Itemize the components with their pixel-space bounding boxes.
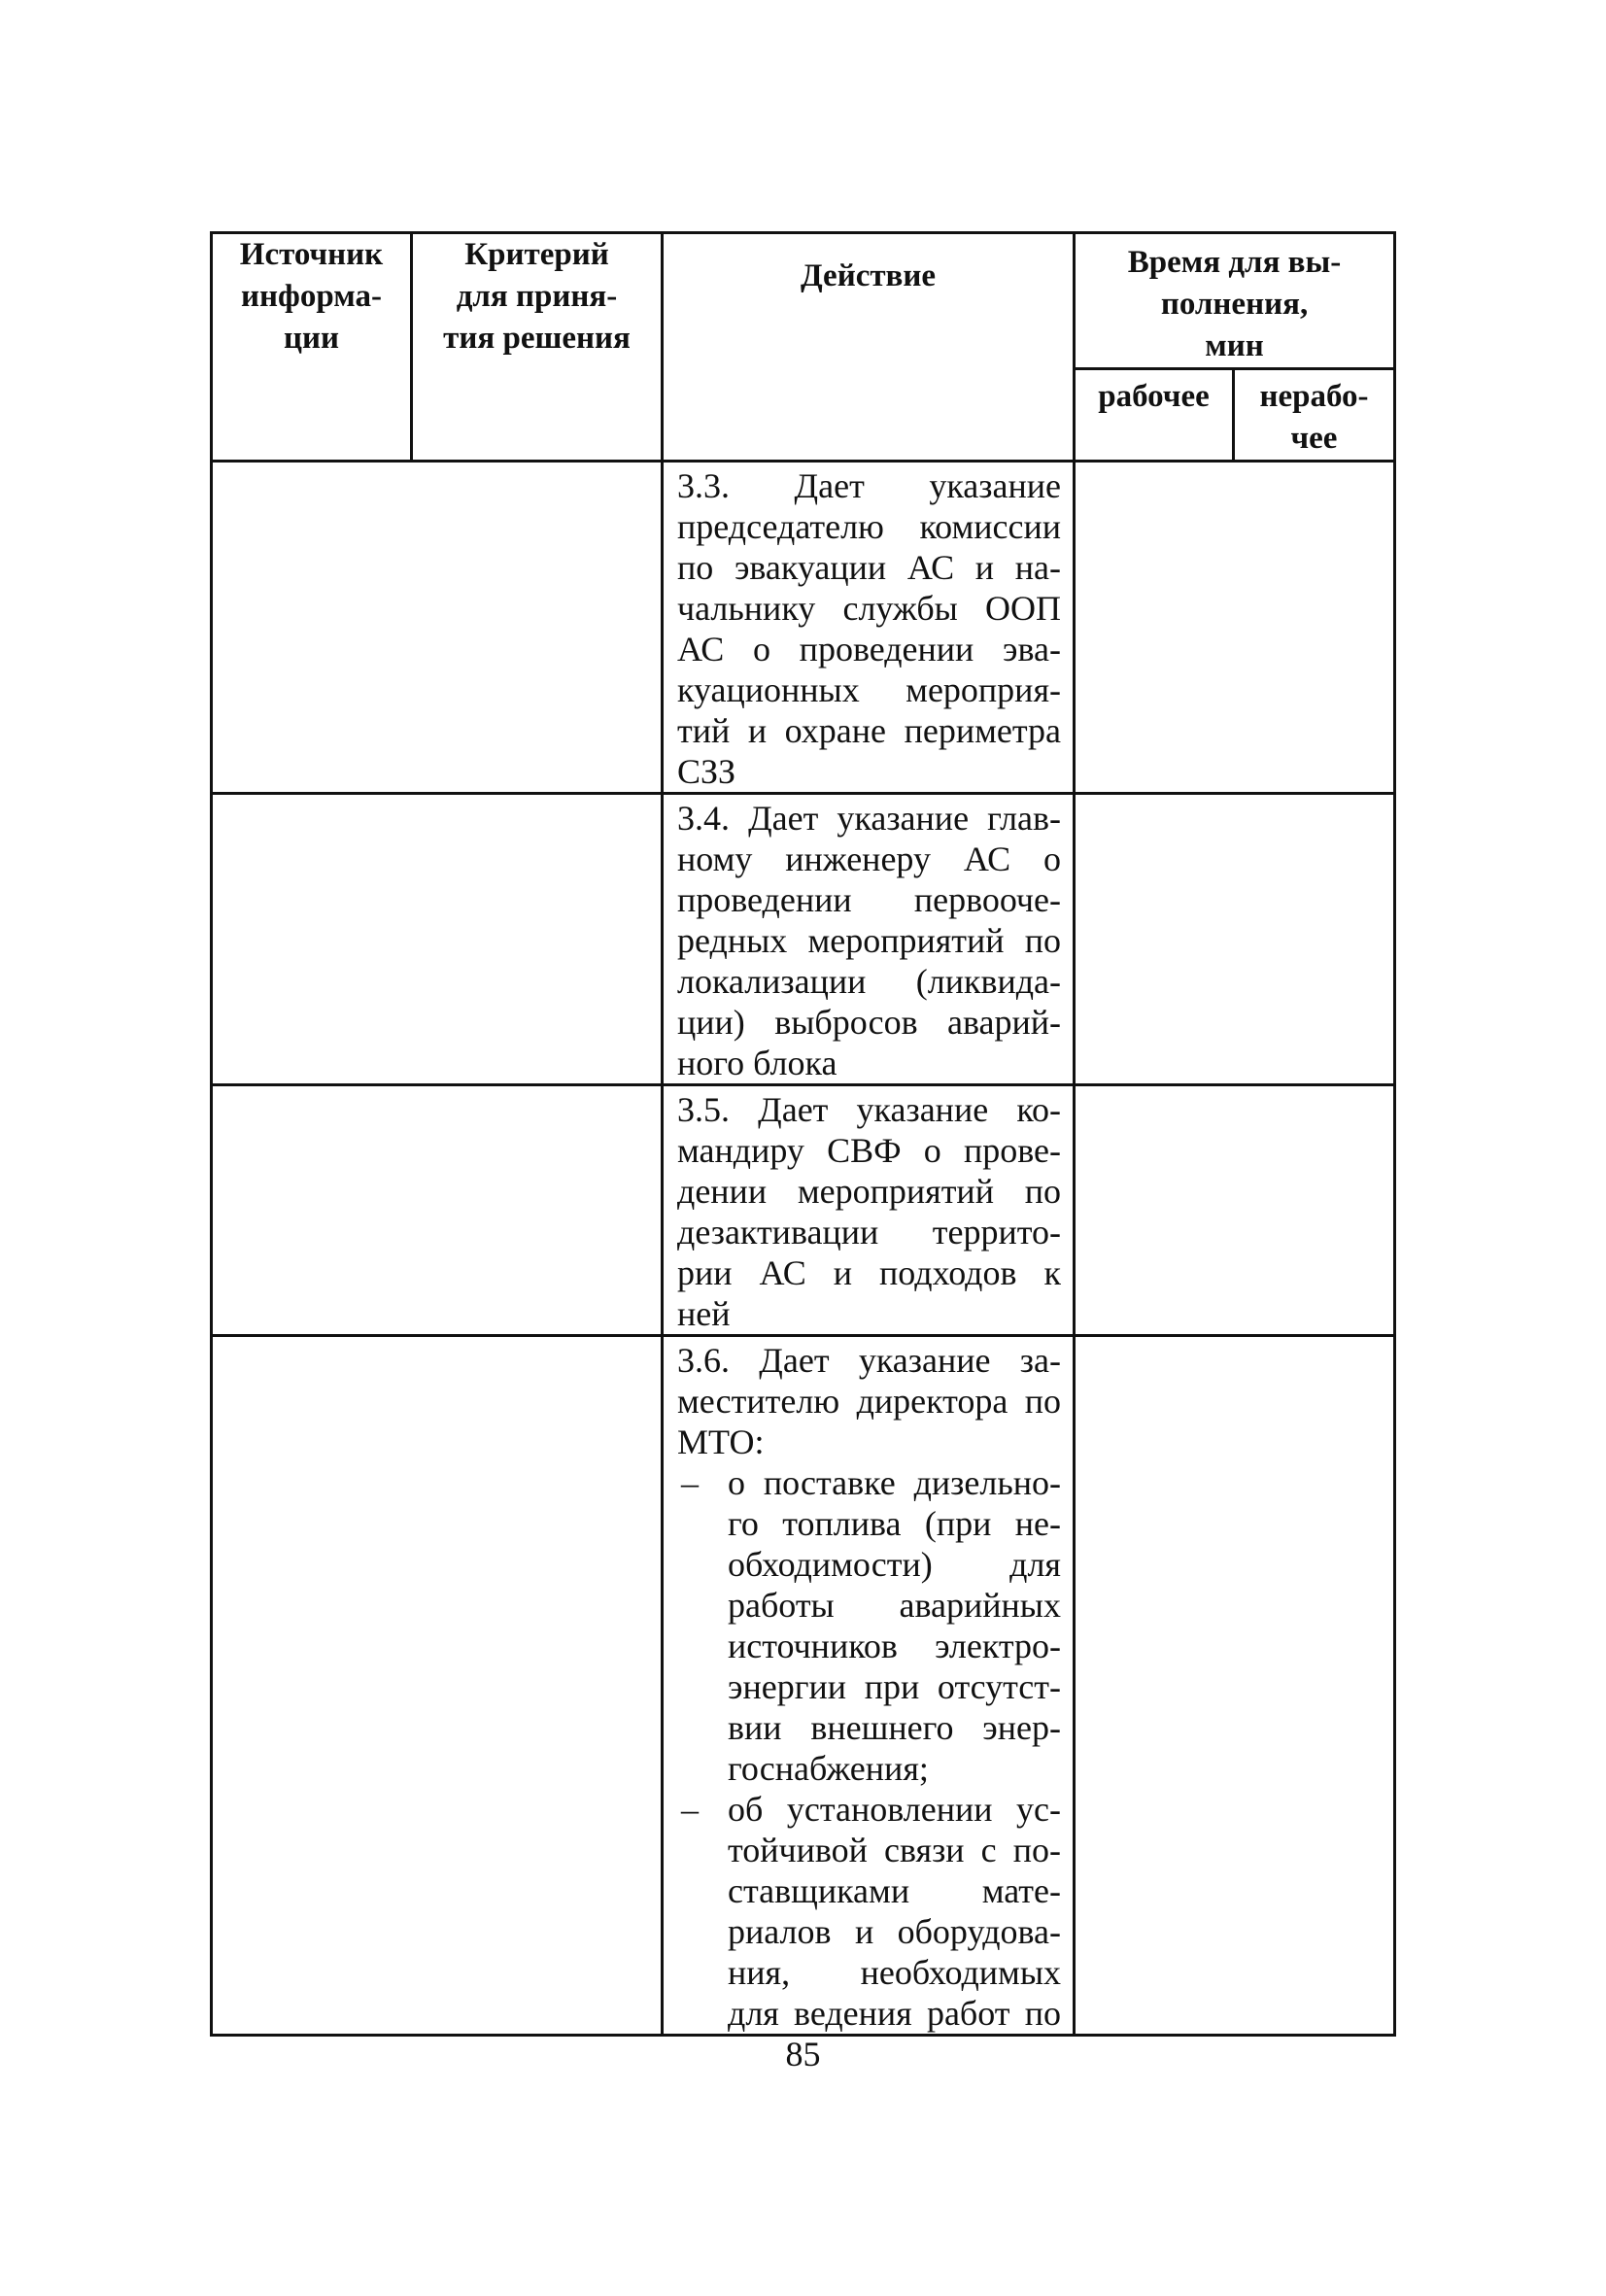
header-nonworking	[1234, 369, 1395, 462]
header-line: нерабо-	[1259, 379, 1369, 414]
header-source	[212, 233, 412, 462]
list-item-line: тойчивой связи с по-	[728, 1831, 1061, 1869]
header-criterion	[412, 233, 663, 462]
list-item-line: работы аварийных	[728, 1586, 1061, 1625]
text-line: 3.5. Дает указание ко-	[677, 1090, 1061, 1129]
header-line: ции	[283, 321, 340, 356]
text-line: СЗЗ	[677, 752, 736, 791]
empty-cell	[212, 1085, 663, 1336]
empty-cell	[1075, 794, 1395, 1085]
empty-cell	[1075, 1336, 1395, 2036]
document-table	[210, 231, 1396, 2037]
header-working: рабочее	[1075, 369, 1234, 462]
empty-cell	[1075, 462, 1395, 794]
text-line: председателю комиссии	[677, 507, 1061, 546]
text-line: дении мероприятий по	[677, 1172, 1061, 1211]
table-row	[212, 1336, 1395, 2036]
text-line: ции) выбросов аварий-	[677, 1003, 1061, 1042]
header-action: Действие	[663, 233, 1075, 462]
text-line: рии АС и подходов к	[677, 1253, 1061, 1292]
empty-cell	[212, 462, 663, 794]
text-line: проведении первооче-	[677, 880, 1061, 919]
list-item-line: обходимости) для	[728, 1545, 1061, 1584]
empty-cell	[212, 1336, 663, 2036]
table-row	[212, 462, 1395, 794]
header-line: тия решения	[443, 321, 631, 356]
table-row	[212, 1085, 1395, 1336]
header-line: Время для вы-	[1127, 245, 1342, 280]
text-line: ному инженеру АС о	[677, 840, 1061, 878]
header-line: полнения,	[1160, 287, 1309, 322]
empty-cell	[212, 794, 663, 1085]
action-cell	[663, 462, 1075, 794]
text-line: локализации (ликвида-	[677, 962, 1061, 1001]
text-line: дезактивации террито-	[677, 1213, 1061, 1251]
text-line: куационных мероприя-	[677, 670, 1061, 709]
text-line: ного блока	[677, 1044, 837, 1082]
page-number: 85	[785, 2035, 821, 2073]
text-line: местителю директора по	[677, 1382, 1061, 1421]
text-line: редных мероприятий по	[677, 921, 1061, 960]
action-cell	[663, 1336, 1075, 2036]
text-line: 3.4. Дает указание глав-	[677, 799, 1061, 838]
text-line: 3.6. Дает указание за-	[677, 1341, 1061, 1380]
list-item-line: энергии при отсутст-	[728, 1667, 1061, 1706]
text-line: 3.3. Дает указание	[677, 466, 1061, 505]
list-item-line: – о поставке дизельно-	[677, 1462, 1061, 1503]
header-line: информа-	[241, 279, 382, 314]
header-line: для приня-	[456, 279, 618, 314]
text-line: АС о проведении эва-	[677, 630, 1061, 668]
text-line: тий и охране периметра	[677, 711, 1061, 750]
text-line: по эвакуации АС и на-	[677, 548, 1061, 587]
header-line: Источник	[239, 237, 384, 272]
text-line: ней	[677, 1294, 731, 1333]
header-time	[1075, 233, 1395, 369]
text-line: чальнику службы ООП	[677, 589, 1061, 628]
list-item-line: для ведения работ по	[728, 1994, 1061, 2033]
action-cell	[663, 1085, 1075, 1336]
list-item-line: ния, необходимых	[728, 1953, 1061, 1992]
empty-cell	[1075, 1085, 1395, 1336]
table-row	[212, 794, 1395, 1085]
header-line: мин	[1205, 328, 1264, 363]
header-line: чее	[1290, 421, 1338, 456]
list-item-line: источников электро-	[728, 1627, 1061, 1665]
list-item-line: вии внешнего энер-	[728, 1708, 1061, 1747]
action-cell	[663, 794, 1075, 1085]
text-line: МТО:	[677, 1422, 765, 1461]
list-item-line: риалов и оборудова-	[728, 1912, 1061, 1951]
text-line: мандиру СВФ о прове-	[677, 1131, 1061, 1170]
list-item-line: го топлива (при не-	[728, 1504, 1061, 1543]
list-item-line: ставщиками мате-	[728, 1871, 1061, 1910]
header-line: Критерий	[464, 237, 609, 272]
list-item-line: госнабжения;	[728, 1749, 929, 1788]
list-item-line: – об установлении ус-	[677, 1789, 1061, 1830]
